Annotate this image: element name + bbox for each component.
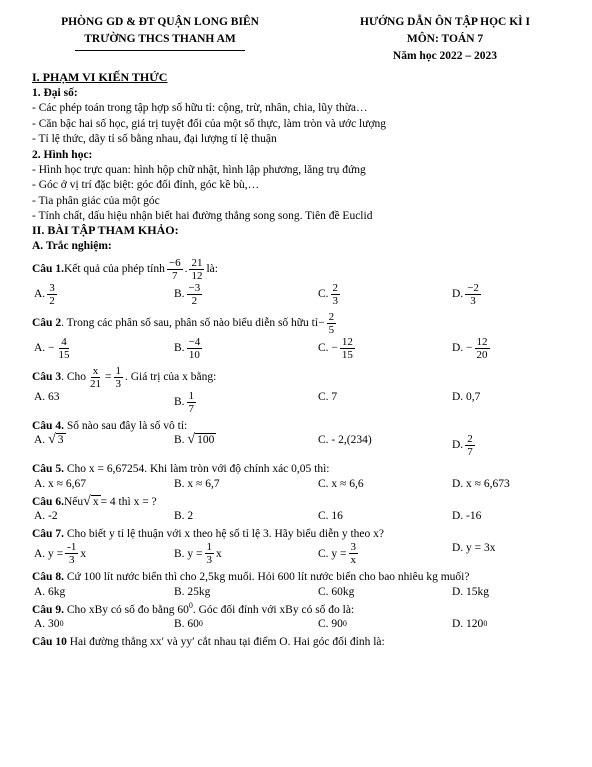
option-d: D. 120 0: [452, 618, 488, 630]
option-a: A. − $\frac{4}{15}$: [34, 335, 70, 361]
algebra-item: - Các phép toán trong tập hợp số hữu tỉ: cộng, trừ, nhân, chia, lũy thừa…: [32, 102, 368, 115]
document-title: HƯỚNG DẪN ÔN TẬP HỌC KÌ I: [360, 16, 530, 28]
option-b: B. 2: [174, 509, 194, 522]
geometry-item: - Tính chất, dấu hiệu nhận biết hai đường thẳng song song. Tiên đề Euclid: [32, 210, 373, 222]
school-year: Năm học 2022 – 2023: [392, 50, 498, 62]
question-2: Câu 2 . Trong các phân số sau, phân số nào biểu diễn số hữu tỉ − $\frac{2}{5}$: [32, 310, 335, 336]
option-c: C. − $\frac{12}{15}$: [318, 335, 353, 361]
option-a: A. y = $\frac{-1}{3}$ x: [34, 541, 87, 567]
option-c: C. - 2,(234): [318, 434, 372, 447]
option-d: D. 15kg: [452, 585, 490, 598]
question-6: Câu 6. Nếu √ x = 4 thì x = ?: [32, 493, 157, 509]
option-c: C. 7: [318, 390, 338, 403]
header-divider: [75, 50, 245, 51]
geometry-item: - Góc ở vị trí đặc biệt: góc đối đỉnh, góc kề bù,…: [32, 179, 260, 192]
fraction: $\frac{x}{21}$: [90, 364, 101, 390]
option-d: D. y = 3x: [452, 542, 496, 555]
option-d: D. -16: [452, 509, 482, 522]
answer-row: [32, 390, 572, 416]
option-d: D. $\frac{-2}{3}$: [452, 281, 479, 307]
option-c: C. $\frac{2}{3}$: [318, 281, 339, 307]
answer-row: [32, 585, 572, 600]
fraction: $\frac{1}{3}$: [115, 364, 121, 390]
option-a: A. 6kg: [34, 585, 66, 598]
option-b: B. 25kg: [174, 585, 211, 598]
answer-row: [32, 433, 572, 459]
option-a: A. -2: [34, 509, 58, 522]
answer-row: [32, 541, 572, 567]
answer-row: [32, 617, 572, 632]
option-c: C. x ≈ 6,6: [318, 477, 364, 490]
document-header: [0, 14, 592, 74]
option-b: B. $\frac{1}{7}$: [174, 389, 195, 415]
geometry-item: - Tia phân giác của một góc: [32, 194, 160, 207]
option-c: C. 60kg: [318, 585, 355, 598]
question-10: Câu 10 Hai đường thẳng xx′ và yy′ cắt nhau tại điểm O. Hai góc đối đỉnh là:: [32, 636, 385, 648]
answer-row: [32, 282, 572, 308]
option-b: B. x ≈ 6,7: [174, 477, 220, 490]
option-d: D. − $\frac{12}{20}$: [452, 335, 488, 361]
department-name: PHÒNG GD & ĐT QUẬN LONG BIÊN: [61, 16, 259, 28]
option-a: A. $\frac{3}{2}$: [34, 281, 55, 307]
multiple-choice-title: A. Trắc nghiệm:: [32, 240, 112, 253]
answer-row: [32, 509, 572, 524]
option-b: B. 60 0: [174, 618, 203, 630]
subject-name: MÔN: TOÁN 7: [406, 33, 484, 45]
option-b: B. $\frac{-3}{2}$: [174, 281, 201, 307]
option-d: D. 0,7: [452, 390, 481, 403]
fraction: $\frac{-6}{7}$: [168, 256, 181, 282]
section-exercises-title: II. BÀI TẬP THAM KHẢO:: [32, 223, 179, 238]
option-d: D. $\frac{2}{7}$: [452, 433, 473, 459]
question-7: Câu 7. Cho biết y tỉ lệ thuận với x theo hệ số tỉ lệ 3. Hãy biểu diễn y theo x?: [32, 527, 384, 540]
school-name: TRƯỜNG THCS THANH AM: [84, 33, 236, 45]
question-9: Câu 9. Cho xBy có số đo bằng $60^0$. Góc đối đỉnh với xBy có số đo là:: [32, 600, 355, 616]
option-d: D. x ≈ 6,673: [452, 477, 510, 490]
option-a: A. 63: [34, 390, 60, 403]
geometry-title: 2. Hình học:: [32, 148, 93, 161]
algebra-title: 1. Đại số:: [32, 87, 78, 99]
option-b: B. y = $\frac{1}{3}$ x: [174, 541, 222, 567]
option-a: A. √ 3: [34, 432, 64, 448]
question-3: Câu 3 . Cho $\frac{x}{21}$ = $\frac{1}{3}$ . Giá trị của x bằng:: [32, 364, 217, 390]
option-b: B. $\frac{-4}{10}$: [174, 335, 201, 361]
answer-row: [32, 477, 572, 492]
fraction: $\frac{21}{12}$: [191, 256, 203, 282]
document-body: [32, 70, 572, 649]
section-scope-title: I. PHẠM VI KIẾN THỨC: [32, 70, 168, 84]
algebra-item: - Căn bậc hai số học, giá trị tuyệt đối của một số thực, làm tròn và ước lượng: [32, 117, 387, 130]
option-c: C. 90 0: [318, 618, 347, 630]
option-c: C. y = $\frac{3}{x}$: [318, 541, 357, 567]
school-block: [40, 14, 280, 51]
question-4: Câu 4. Số nào sau đây là số vô tỉ:: [32, 419, 188, 432]
title-block: [330, 14, 560, 65]
question-8: Câu 8. Cứ 100 lít nước biển thì cho 2,5kg muối. Hỏi 600 lít nước biển cho bao nhiêu kg muối?: [32, 571, 470, 584]
geometry-item: - Hình học trực quan: hình hộp chữ nhật, hình lập phương, lăng trụ đứng: [32, 163, 366, 176]
question-5: Câu 5. Cho x = 6,67254. Khi làm tròn với độ chính xác 0,05 thì:: [32, 463, 330, 476]
fraction: $\frac{2}{5}$: [328, 310, 335, 336]
question-1: Câu 1. Kết quả của phép tính $\frac{-6}{7}$ . $\frac{21}{12}$ là:: [32, 256, 218, 282]
answer-row: [32, 336, 572, 362]
option-c: C. 16: [318, 509, 343, 522]
option-a: A. 30 0: [34, 618, 64, 630]
option-b: B. √ 100: [174, 432, 215, 448]
option-a: A. x ≈ 6,67: [34, 477, 86, 490]
algebra-item: - Tỉ lệ thức, dãy tỉ số bằng nhau, đại lượng tỉ lệ thuận: [32, 133, 277, 146]
